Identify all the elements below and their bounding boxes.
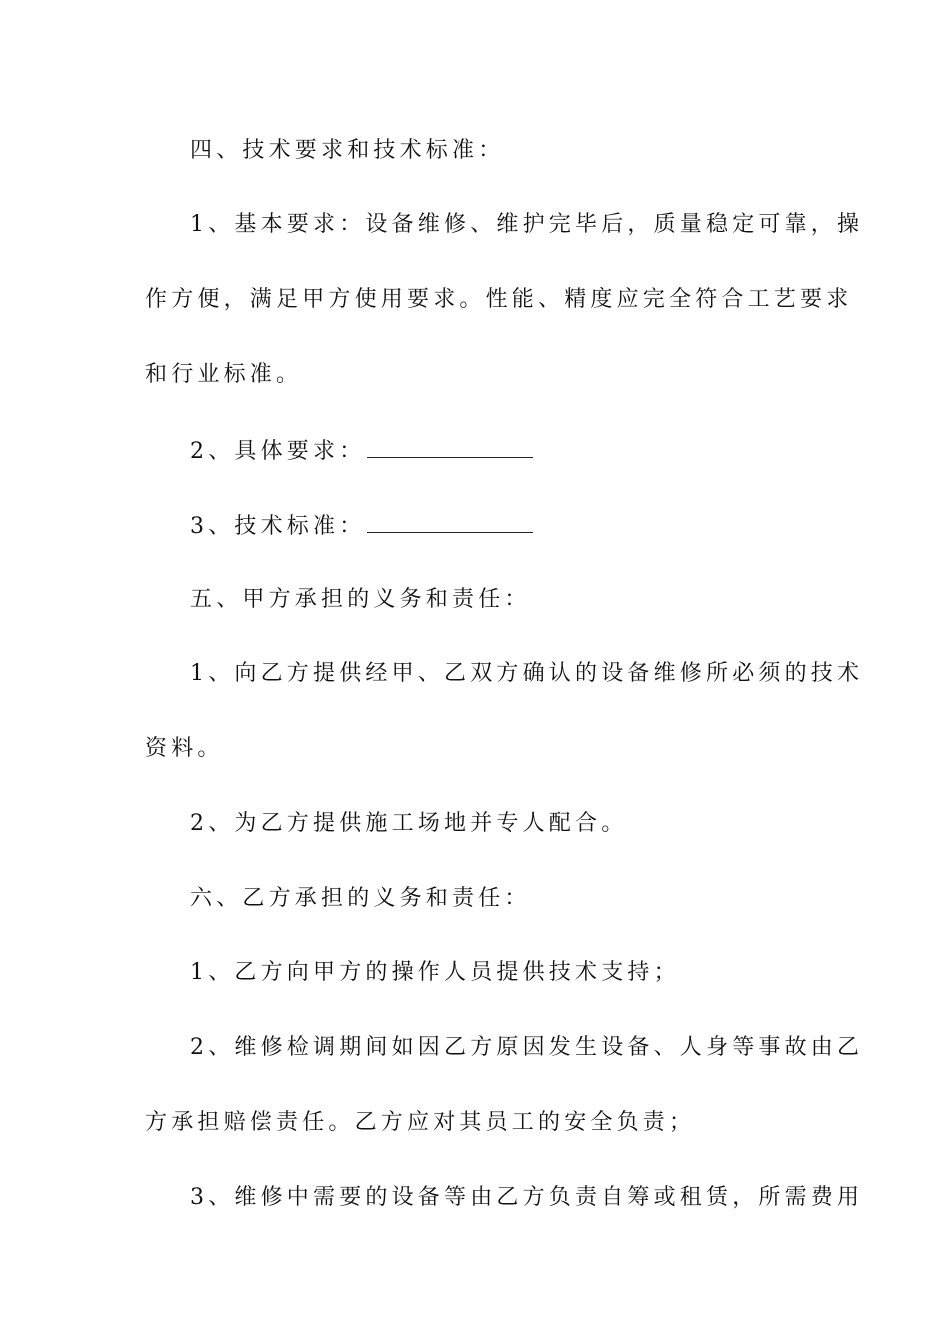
fill-in-blank <box>367 510 533 533</box>
paragraph-line: 作方便，满足甲方使用要求。性能、精度应完全符合工艺要求 <box>145 287 853 312</box>
paragraph-line: 和行业标准。 <box>145 362 303 387</box>
paragraph-line: 1、基本要求：设备维修、维护完毕后，质量稳定可靠，操 <box>190 212 864 237</box>
technical-standard-label: 3、技术标准： <box>190 514 366 539</box>
technical-standard-line <box>190 510 850 542</box>
paragraph-line: 1、乙方向甲方的操作人员提供技术支持； <box>190 960 680 985</box>
section-heading-technical-requirements: 四、技术要求和技术标准： <box>190 138 505 163</box>
paragraph-line: 2、维修检调期间如因乙方原因发生设备、人身等事故由乙 <box>190 1035 864 1060</box>
section-heading-party-a-obligations: 五、甲方承担的义务和责任： <box>190 587 531 612</box>
section-heading-party-b-obligations: 六、乙方承担的义务和责任： <box>190 886 531 911</box>
specific-requirements-line <box>190 435 850 467</box>
paragraph-line: 2、为乙方提供施工场地并专人配合。 <box>190 811 628 836</box>
paragraph-line: 方承担赔偿责任。乙方应对其员工的安全负责； <box>145 1110 696 1135</box>
paragraph-line: 资料。 <box>145 736 224 761</box>
paragraph-line: 3、维修中需要的设备等由乙方负责自筹或租赁，所需费用 <box>190 1185 864 1210</box>
fill-in-blank <box>367 435 533 458</box>
paragraph-line: 1、向乙方提供经甲、乙双方确认的设备维修所必须的技术 <box>190 661 864 686</box>
specific-requirements-label: 2、具体要求： <box>190 439 366 464</box>
